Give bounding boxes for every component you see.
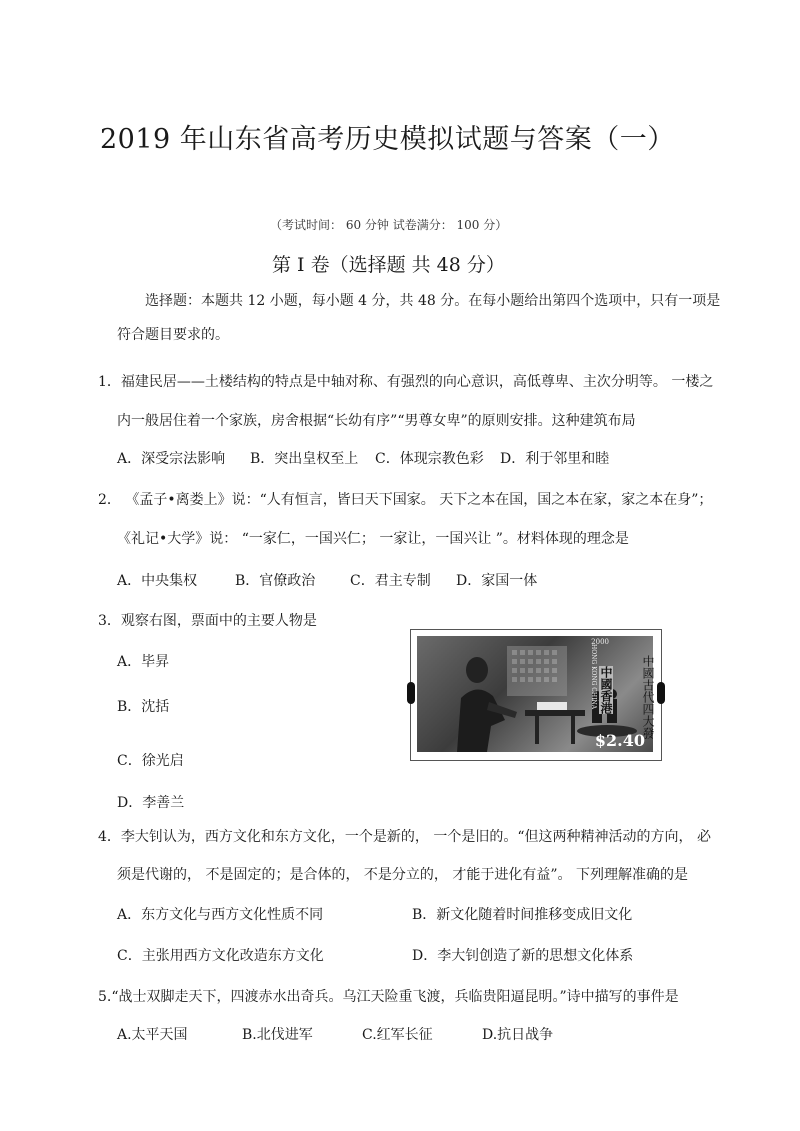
stamp-perforation-right [657,682,665,704]
q3-option-b: B．沈括 [117,699,170,715]
q1-option-c: C．体现宗教色彩 [375,451,484,467]
q2-line-1: 2． 《孟子•离娄上》说：“人有恒言，皆曰天下国家。 天下之本在国，国之本在家，家之本在身”； [98,492,713,508]
q3-option-c: C．徐光启 [117,753,184,769]
q1-option-d: D．利于邻里和睦 [500,451,610,467]
q3-option-a: A．毕昇 [117,654,170,670]
stamp-image [410,629,662,761]
q4-option-b: B．新文化随着时间推移变成旧文化 [412,907,633,923]
q2-option-c: C．君主专制 [350,573,431,589]
stamp-value: $2.40 [594,731,645,750]
exam-info: （考试时间： 60 分钟 试卷满分： 100 分） [270,218,508,232]
stamp-year: 2000 [591,638,609,646]
instructions-line-1: 选择题：本题共 12 小题，每小题 4 分，共 48 分。在每小题给出第四个选项中，只有一项是 [145,293,721,309]
q4-option-a: A．东方文化与西方文化性质不同 [117,907,324,923]
q2-option-a: A．中央集权 [117,573,198,589]
q1-line-1: 1．福建民居——土楼结构的特点是中轴对称、有强烈的向心意识，高低尊卑、主次分明等。 一楼之 [98,374,714,390]
stamp-region-label: 中國香港 [599,666,613,714]
stamp-series-caption: 中國古代四大發 [641,655,655,739]
q1-line-2: 内一般居住着一个家族，房舍根据“长幼有序”“男尊女卑”的原则安排。这种建筑布局 [117,413,636,429]
q4-line-2: 须是代谢的， 不是固定的；是合体的， 不是分立的， 才能于进化有益”。 下列理解准确的是 [117,867,688,883]
q3-stem: 3．观察右图，票面中的主要人物是 [98,613,317,629]
q4-option-d: D．李大钊创造了新的思想文化体系 [412,948,634,964]
q2-option-d: D．家国一体 [456,573,538,589]
stamp-perforation-left [407,682,415,704]
q5-option-b: B.北伐进军 [242,1027,313,1043]
q5-stem: 5.“战士双脚走天下，四渡赤水出奇兵。乌江天险重飞渡，兵临贵阳逼昆明。”诗中描写的事件是 [98,989,679,1005]
q2-line-2: 《礼记•大学》说： “一家仁，一国兴仁； 一家让，一国兴让 ”。材料体现的理念是 [117,531,629,547]
q2-option-b: B．官僚政治 [235,573,316,589]
q4-line-1: 4．李大钊认为，西方文化和东方文化，一个是新的， 一个是旧的。“但这两种精神活动的方向， 必 [98,829,711,845]
stamp-artwork [417,636,653,752]
section-title: 第 I 卷（选择题 共 48 分） [272,254,505,276]
q4-option-c: C．主张用西方文化改造东方文化 [117,948,324,964]
document-title: 2019 年山东省高考历史模拟试题与答案（一） [100,124,675,155]
q1-option-a: A．深受宗法影响 [117,451,226,467]
q5-option-d: D.抗日战争 [482,1027,554,1043]
q3-option-d: D．李善兰 [117,795,185,811]
q5-option-a: A.太平天国 [117,1027,188,1043]
stamp-region-en: HONG KONG CHINA [590,644,597,710]
q5-option-c: C.红军长征 [362,1027,433,1043]
instructions-line-2: 符合题目要求的。 [117,327,229,343]
q1-option-b: B．突出皇权至上 [250,451,359,467]
